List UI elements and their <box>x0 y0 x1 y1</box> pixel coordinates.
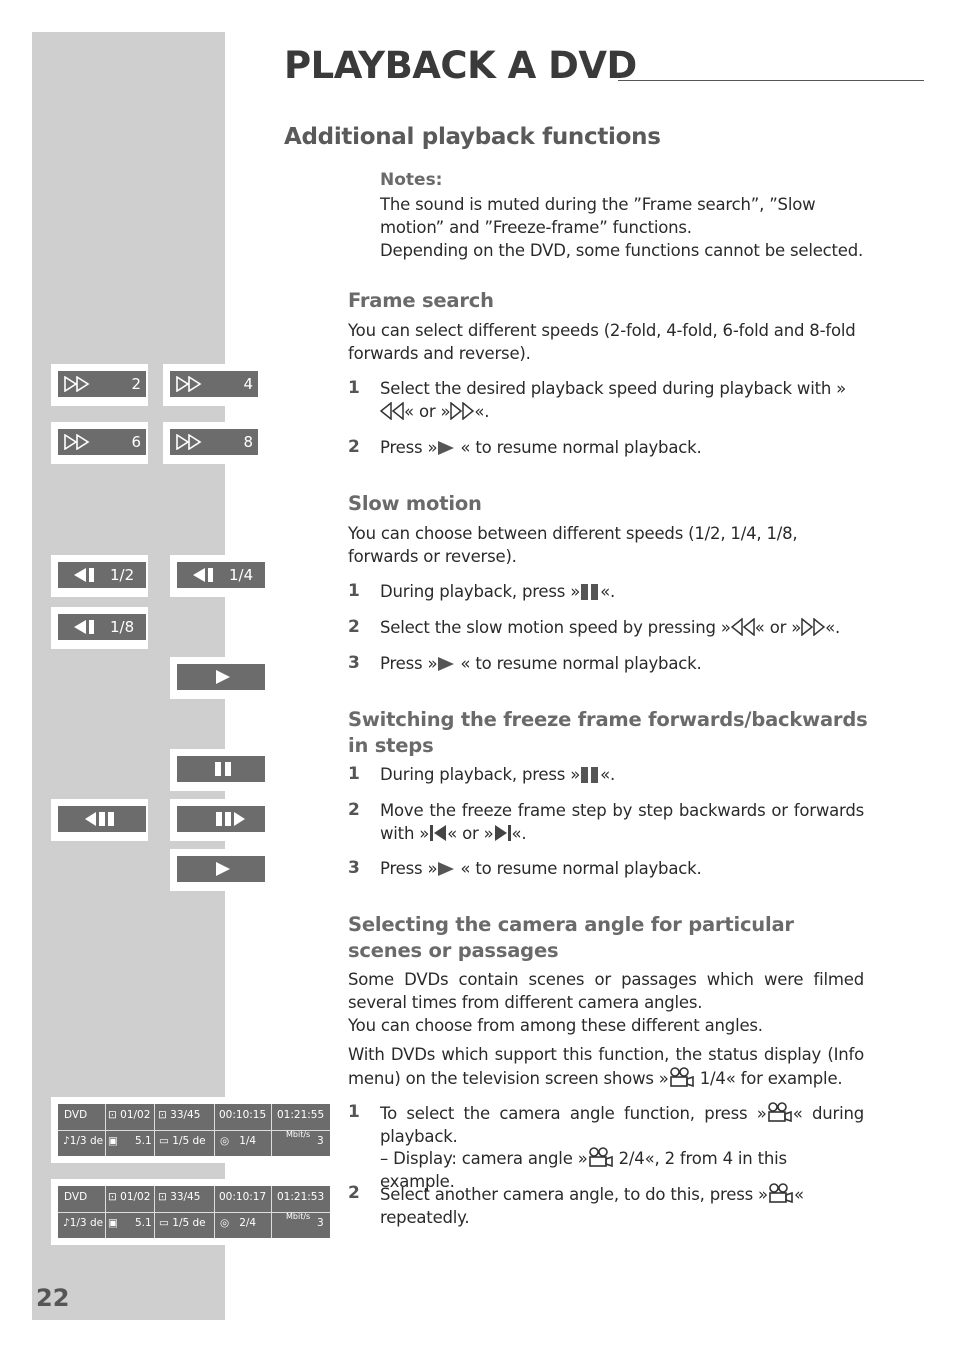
camera-angle-display-note: – Display: camera angle » 2/4«, 2 from 4 in this example. <box>380 1149 787 1191</box>
step-number: 1 <box>348 1102 360 1122</box>
audio-icon: ♪ <box>63 1135 70 1147</box>
title-counter: ⊡ 01/02 <box>108 1109 151 1121</box>
camera-angle-value: ◎ 1/4 <box>220 1135 257 1147</box>
fast-forward-icon <box>450 402 474 420</box>
title-counter: ⊡ 01/02 <box>108 1191 151 1203</box>
bitrate-label: Mbit/s <box>286 1130 311 1139</box>
slow-motion-intro: You can choose between different speeds (1/2, 1/4, 1/8, forwards or reverse). <box>348 524 798 566</box>
notes-line2: Depending on the DVD, some functions cannot be selected. <box>380 241 864 260</box>
audio-track: ♪1/3 de <box>63 1217 104 1229</box>
step-forward-icon <box>215 811 257 827</box>
subtitle-icon: ▭ <box>159 1135 169 1147</box>
ff-4x-button <box>163 364 260 406</box>
slow-reverse-icon <box>191 567 217 583</box>
step-number: 2 <box>348 800 360 820</box>
step-number: 3 <box>348 858 360 878</box>
sound-format: 5.1 <box>135 1217 152 1229</box>
rewind-icon <box>380 402 404 420</box>
disc-type: DVD <box>64 1191 88 1203</box>
chapter-counter: ⊡ 33/45 <box>158 1109 201 1121</box>
subtitle-icon: ▭ <box>159 1217 169 1229</box>
ff-6x-button <box>51 422 148 464</box>
fast-forward-icon <box>801 618 825 636</box>
camera-angle-icon: ◎ <box>220 1217 230 1229</box>
chapter-icon: ⊡ <box>158 1191 167 1203</box>
elapsed-time: 00:10:17 <box>219 1191 267 1203</box>
camera-angle-value: ◎ 2/4 <box>220 1217 257 1229</box>
next-frame-icon <box>494 824 512 842</box>
camera-angle-heading: Selecting the camera angle for particular scenes or passages <box>348 913 794 962</box>
step-number: 2 <box>348 437 360 457</box>
bitrate-label: Mbit/s <box>286 1212 311 1221</box>
camera-angle-icon <box>767 1102 793 1122</box>
notes-line1: The sound is muted during the ”Frame search”, ”Slow motion” and ”Freeze-frame” functions. <box>380 195 816 237</box>
subtitle-track: ▭ 1/5 de <box>159 1217 206 1229</box>
camera-angle-icon <box>588 1147 614 1167</box>
step-number: 3 <box>348 653 360 673</box>
page-number: 22 <box>36 1284 70 1312</box>
fast-forward-icon <box>176 434 202 450</box>
camera-angle-step2: Select another camera angle, to do this, press » « repeatedly. <box>380 1185 804 1227</box>
step-back-button <box>51 799 148 841</box>
ff-8x-button <box>163 422 260 464</box>
total-time: 01:21:55 <box>277 1109 325 1121</box>
chapter-counter: ⊡ 33/45 <box>158 1191 201 1203</box>
slow-motion-step3: Press » « to resume normal playback. <box>380 654 702 673</box>
sound-format-icon: ▣ <box>108 1217 118 1229</box>
camera-angle-intro2: You can choose from among these different angles. <box>348 1016 763 1035</box>
slow-motion-step2: Select the slow motion speed by pressing » « or » «. <box>380 618 841 637</box>
slow-motion-heading: Slow motion <box>348 492 482 515</box>
speed-label: 2 <box>131 375 141 393</box>
freeze-step1: During playback, press » «. <box>380 765 616 784</box>
pause-icon <box>580 584 600 600</box>
total-time: 01:21:53 <box>277 1191 325 1203</box>
pause-icon <box>580 767 600 783</box>
play-icon <box>437 861 455 877</box>
speed-label: 6 <box>131 433 141 451</box>
camera-angle-intro1: Some DVDs contain scenes or passages which were filmed several times from different camera angles. <box>348 970 864 1012</box>
section-heading: Additional playback functions <box>284 124 661 150</box>
slow-motion-step1: During playback, press » «. <box>380 582 616 601</box>
camera-angle-icon <box>768 1183 794 1203</box>
pause-icon <box>213 761 233 777</box>
play-button <box>170 849 267 891</box>
frame-search-step1: Select the desired playback speed during playback with »« or » «. <box>380 379 847 421</box>
play-button <box>170 657 267 699</box>
elapsed-time: 00:10:15 <box>219 1109 267 1121</box>
page-title: PLAYBACK A DVD <box>284 44 637 87</box>
slow-eighth-button <box>51 607 148 649</box>
step-number: 1 <box>348 764 360 784</box>
frame-search-intro: You can select different speeds (2-fold, 4-fold, 6-fold and 8-fold forwards and reverse). <box>348 321 856 363</box>
subtitle-track: ▭ 1/5 de <box>159 1135 206 1147</box>
step-number: 2 <box>348 617 360 637</box>
title-rule <box>618 80 924 81</box>
step-backward-icon <box>84 811 124 827</box>
step-number: 1 <box>348 378 360 398</box>
audio-icon: ♪ <box>63 1217 70 1229</box>
fast-forward-icon <box>64 434 90 450</box>
step-forward-button <box>170 799 267 841</box>
camera-angle-step1: To select the camera angle function, press » « during playback. <box>380 1104 864 1146</box>
slow-reverse-icon <box>72 619 98 635</box>
bitrate-value: 3 <box>317 1135 324 1147</box>
chapter-icon: ⊡ <box>158 1109 167 1121</box>
frame-search-heading: Frame search <box>348 289 494 312</box>
info-menu-display <box>51 1179 331 1245</box>
slow-quarter-button <box>170 555 267 597</box>
speed-label: 1/4 <box>229 566 254 584</box>
step-number: 1 <box>348 581 360 601</box>
freeze-step2: Move the freeze frame step by step backwards or forwards with » « or » «. <box>380 801 864 843</box>
fast-forward-icon <box>176 376 202 392</box>
slow-reverse-icon <box>72 567 98 583</box>
camera-angle-intro3: With DVDs which support this function, the status display (Info menu) on the television screen shows » 1/4« for example. <box>348 1045 864 1088</box>
title-icon: ⊡ <box>108 1109 117 1121</box>
notes-heading: Notes: <box>380 170 443 190</box>
camera-angle-icon <box>669 1067 695 1087</box>
bitrate-value: 3 <box>317 1217 324 1229</box>
camera-angle-icon: ◎ <box>220 1135 230 1147</box>
play-icon <box>437 656 455 672</box>
frame-search-step2: Press » « to resume normal playback. <box>380 438 702 457</box>
title-icon: ⊡ <box>108 1191 117 1203</box>
slow-half-button <box>51 555 148 597</box>
speed-label: 4 <box>243 375 253 393</box>
step-number: 2 <box>348 1183 360 1203</box>
speed-label: 1/2 <box>110 566 135 584</box>
sound-format: 5.1 <box>135 1135 152 1147</box>
audio-track: ♪1/3 de <box>63 1135 104 1147</box>
play-icon <box>214 669 232 685</box>
play-icon <box>437 440 455 456</box>
freeze-frame-heading: Switching the freeze frame forwards/backwards in steps <box>348 708 868 757</box>
sound-format-icon: ▣ <box>108 1135 118 1147</box>
speed-label: 8 <box>243 433 253 451</box>
speed-label: 1/8 <box>110 618 135 636</box>
pause-button <box>170 749 267 791</box>
rewind-icon <box>731 618 755 636</box>
ff-2x-button <box>51 364 148 406</box>
info-menu-display <box>51 1097 331 1163</box>
previous-frame-icon <box>429 824 447 842</box>
disc-type: DVD <box>64 1109 88 1121</box>
fast-forward-icon <box>64 376 90 392</box>
play-icon <box>214 861 232 877</box>
freeze-step3: Press » « to resume normal playback. <box>380 859 702 878</box>
